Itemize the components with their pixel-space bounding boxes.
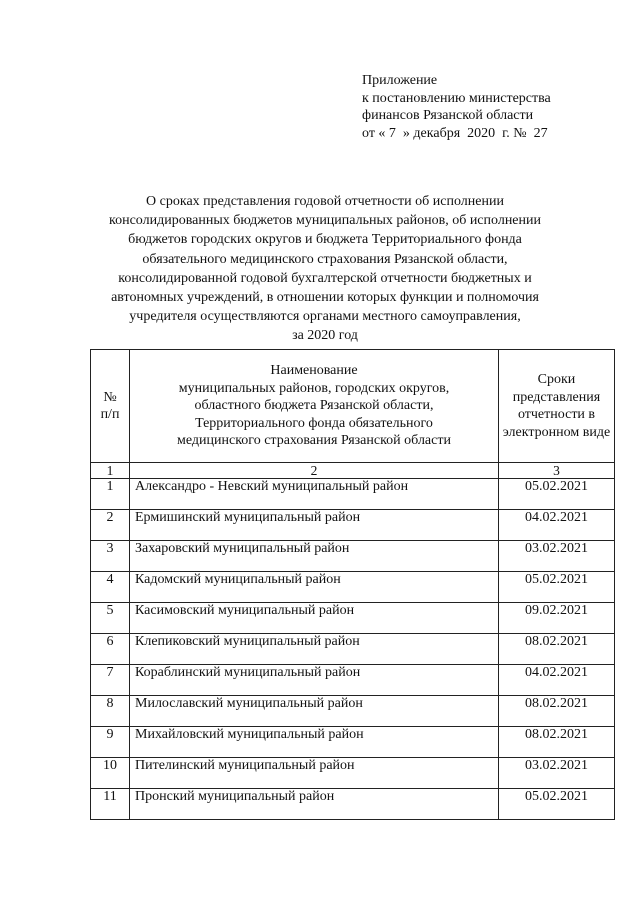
title-line: обязательного медицинского страхования Рязанской области, <box>142 251 508 267</box>
table-row <box>91 665 615 696</box>
title-line: учредителя осуществляются органами местного самоуправления, <box>129 309 521 325</box>
deadline-date: 08.02.2021 <box>499 727 615 758</box>
header-num <box>91 350 130 463</box>
district-name: Клепиковский муниципальный район <box>130 634 499 665</box>
row-number: 9 <box>91 727 130 758</box>
appendix-resolution: к постановлению министерства <box>362 90 551 106</box>
row-number: 8 <box>91 696 130 727</box>
title-line: за 2020 год <box>292 328 358 344</box>
title-line: автономных учреждений, в отношении которых функции и полномочия <box>111 290 539 306</box>
title-line: консолидированной годовой бухгалтерской отчетности бюджетных и <box>118 270 532 286</box>
row-number: 2 <box>91 510 130 541</box>
deadline-date: 04.02.2021 <box>499 510 615 541</box>
header-name <box>130 350 499 463</box>
row-number: 4 <box>91 572 130 603</box>
title-line: О сроках представления годовой отчетности об исполнении <box>146 194 504 209</box>
district-name: Милославский муниципальный район <box>130 696 499 727</box>
appendix-header <box>362 72 551 142</box>
header-deadline-line: представления <box>512 389 601 405</box>
header-name-line: Наименование <box>270 363 358 379</box>
appendix-label: Приложение <box>362 73 438 88</box>
district-name: Михайловский муниципальный район <box>130 727 499 758</box>
district-name: Пителинский муниципальный район <box>130 758 499 789</box>
row-number: 11 <box>91 789 130 820</box>
header-deadline-line: электронном виде <box>502 424 611 440</box>
row-number: 6 <box>91 634 130 665</box>
district-name: Кадомский муниципальный район <box>130 572 499 603</box>
column-number-row <box>91 463 615 479</box>
deadline-date: 05.02.2021 <box>499 572 615 603</box>
table-row <box>91 479 615 510</box>
table-row <box>91 510 615 541</box>
appendix-ministry: финансов Рязанской области <box>362 108 534 123</box>
district-name: Кораблинский муниципальный район <box>130 665 499 696</box>
table-row <box>91 696 615 727</box>
deadline-date: 09.02.2021 <box>499 603 615 634</box>
deadline-date: 04.02.2021 <box>499 665 615 696</box>
header-deadline-line: отчетности в <box>517 407 596 422</box>
table-row <box>91 727 615 758</box>
table-header-row <box>91 350 615 463</box>
column-number: 1 <box>91 463 130 479</box>
district-name: Касимовский муниципальный район <box>130 603 499 634</box>
deadlines-table <box>90 349 615 820</box>
row-number: 1 <box>91 479 130 510</box>
header-deadline <box>499 350 615 463</box>
appendix-date-number: от « 7 » декабря 2020 г. № 27 <box>362 125 548 141</box>
table-row <box>91 541 615 572</box>
table-row <box>91 758 615 789</box>
table-row <box>91 603 615 634</box>
title-line: консолидированных бюджетов муниципальных районов, об исполнении <box>108 213 542 229</box>
deadline-date: 08.02.2021 <box>499 696 615 727</box>
document-title <box>60 192 590 346</box>
header-num-line: № <box>103 389 117 405</box>
deadline-date: 05.02.2021 <box>499 479 615 510</box>
row-number: 7 <box>91 665 130 696</box>
district-name: Ермишинский муниципальный район <box>130 510 499 541</box>
column-number: 3 <box>499 463 615 479</box>
deadline-date: 03.02.2021 <box>499 758 615 789</box>
district-name: Захаровский муниципальный район <box>130 541 499 572</box>
header-name-line: Территориального фонда обязательного <box>195 415 433 431</box>
deadline-date: 08.02.2021 <box>499 634 615 665</box>
deadline-date: 05.02.2021 <box>499 789 615 820</box>
header-deadline-line: Сроки <box>537 372 576 387</box>
header-name-line: муниципальных районов, городских округов, <box>178 380 450 396</box>
row-number: 5 <box>91 603 130 634</box>
header-num-line: п/п <box>100 407 120 422</box>
title-line: бюджетов городских округов и бюджета Территориального фонда <box>128 232 522 248</box>
table-row <box>91 789 615 820</box>
district-name: Пронский муниципальный район <box>130 789 499 820</box>
header-name-line: медицинского страхования Рязанской области <box>177 433 451 449</box>
row-number: 10 <box>91 758 130 789</box>
deadline-date: 03.02.2021 <box>499 541 615 572</box>
table-row <box>91 634 615 665</box>
column-number: 2 <box>130 463 499 479</box>
header-name-line: областного бюджета Рязанской области, <box>194 398 434 414</box>
district-name: Александро - Невский муниципальный район <box>130 479 499 510</box>
table-row <box>91 572 615 603</box>
row-number: 3 <box>91 541 130 572</box>
